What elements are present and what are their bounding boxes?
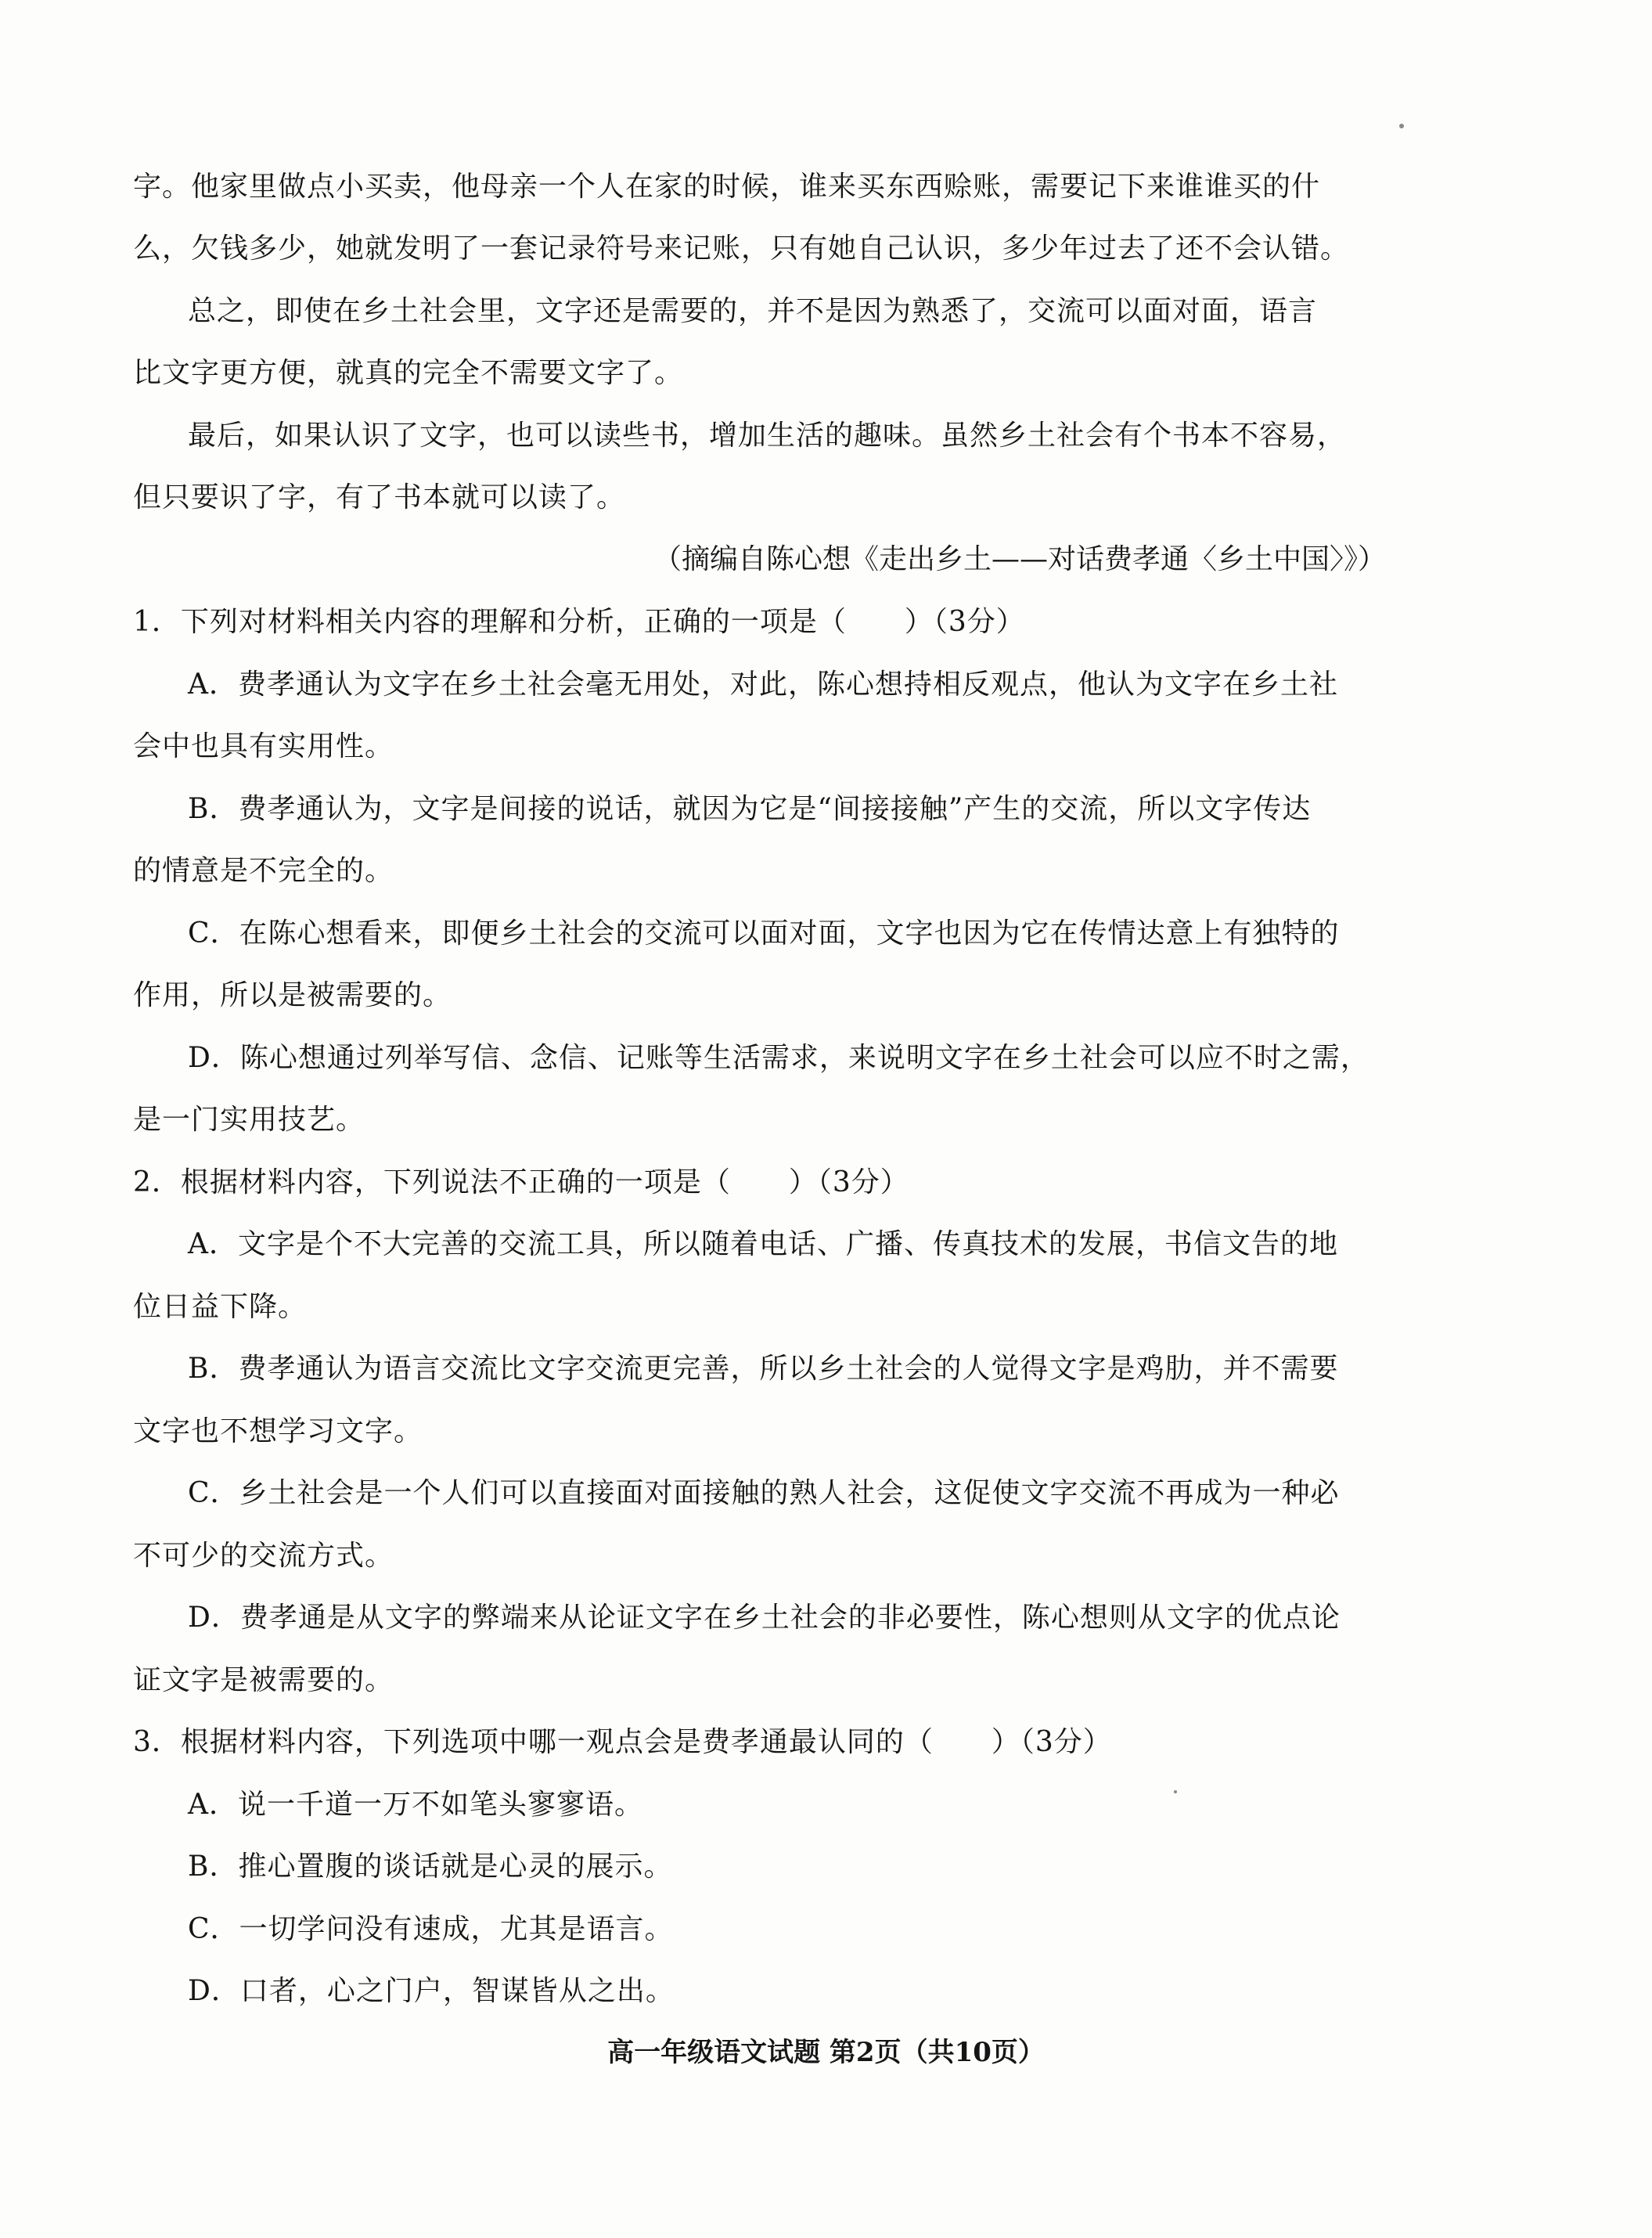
question-3-stem: 3．根据材料内容，下列选项中哪一观点会是费孝通最认同的（ ）（3分） — [133, 1726, 1112, 1758]
q1-option-b-line1: B．费孝通认为，文字是间接的说话，就因为它是“间接接触”产生的交流，所以文字传达 — [188, 793, 1312, 825]
page-footer: 高一年级语文试题 第2页（共10页） — [607, 2037, 1045, 2068]
q1-option-b-line2: 的情意是不完全的。 — [133, 855, 394, 887]
q1-option-c-line2: 作用，所以是被需要的。 — [133, 979, 452, 1011]
q2-option-c-line1: C．乡土社会是一个人们可以直接面对面接触的熟人社会，这促使文字交流不再成为一种必 — [188, 1477, 1340, 1509]
passage-p3-line1: 最后，如果认识了文字，也可以读些书，增加生活的趣味。虽然乡土社会有个书本不容易， — [188, 420, 1347, 452]
passage-p2-line2: 比文字更方便，就真的完全不需要文字了。 — [133, 357, 684, 389]
q2-option-a-line1: A．文字是个不大完善的交流工具，所以随着电话、广播、传真技术的发展，书信文告的地 — [188, 1228, 1338, 1260]
q3-option-a: A．说一千道一万不如笔头寥寥语。 — [188, 1789, 643, 1821]
question-2-stem: 2．根据材料内容，下列说法不正确的一项是（ ）（3分） — [133, 1166, 909, 1198]
q3-option-b: B．推心置腹的谈话就是心灵的展示。 — [188, 1851, 673, 1883]
passage-p1-line1: 字。他家里做点小买卖，他母亲一个人在家的时候，谁来买东西赊账，需要记下来谁谁买的什 — [133, 171, 1321, 203]
q1-option-a-line1: A．费孝通认为文字在乡土社会毫无用处，对此，陈心想持相反观点，他认为文字在乡土社 — [188, 669, 1338, 701]
scan-speck — [1174, 1790, 1177, 1793]
question-1-stem: 1．下列对材料相关内容的理解和分析，正确的一项是（ ）（3分） — [133, 606, 1025, 638]
q2-option-c-line2: 不可少的交流方式。 — [133, 1540, 394, 1572]
q3-option-d: D．口者，心之门户，智谋皆从之出。 — [188, 1975, 675, 2007]
q3-option-c: C．一切学问没有速成，尤其是语言。 — [188, 1913, 674, 1945]
q1-option-a-line2: 会中也具有实用性。 — [133, 730, 394, 762]
passage-p1-line2: 么，欠钱多少，她就发明了一套记录符号来记账，只有她自己认识，多少年过去了还不会认错。 — [133, 232, 1350, 265]
passage-p3-line2: 但只要识了字，有了书本就可以读了。 — [133, 481, 626, 514]
scan-speck — [1399, 124, 1404, 128]
q1-option-d-line1: D．陈心想通过列举写信、念信、记账等生活需求，来说明文字在乡土社会可以应不时之需， — [188, 1042, 1369, 1074]
q2-option-b-line1: B．费孝通认为语言交流比文字交流更完善，所以乡土社会的人觉得文字是鸡肋，并不需要 — [188, 1353, 1339, 1385]
q2-option-d-line2: 证文字是被需要的。 — [133, 1664, 394, 1696]
q2-option-a-line2: 位日益下降。 — [133, 1291, 308, 1323]
passage-source: （摘编自陈心想《走出乡土——对话费孝通〈乡土中国〉》） — [653, 543, 1386, 575]
passage-p2-line1: 总之，即使在乡土社会里，文字还是需要的，并不是因为熟悉了，交流可以面对面，语言 — [188, 295, 1318, 327]
q2-option-d-line1: D．费孝通是从文字的弊端来从论证文字在乡土社会的非必要性，陈心想则从文字的优点论 — [188, 1602, 1341, 1634]
q2-option-b-line2: 文字也不想学习文字。 — [133, 1415, 423, 1447]
q1-option-d-line2: 是一门实用技艺。 — [133, 1104, 365, 1136]
q1-option-c-line1: C．在陈心想看来，即便乡土社会的交流可以面对面，文字也因为它在传情达意上有独特的 — [188, 917, 1340, 950]
